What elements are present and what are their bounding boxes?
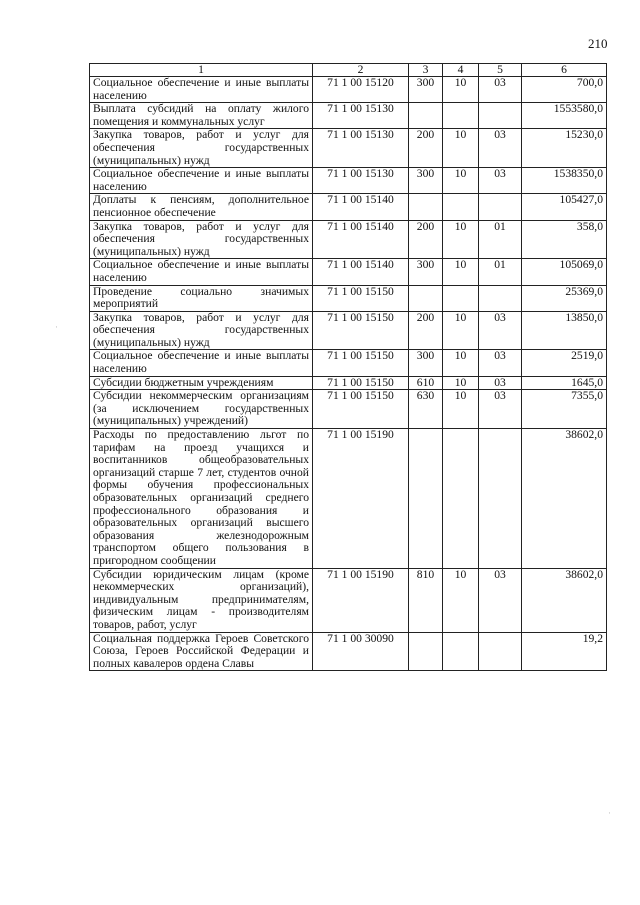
row-subsection: 03 [479,350,522,376]
row-subsection [479,103,522,129]
page-number: 210 [588,36,608,51]
row-section: 10 [443,376,479,390]
row-description: Выплата субсидий на оплату жилого помещения и коммунальных услуг [90,103,313,129]
row-code: 71 1 00 15140 [313,194,409,220]
table-row [90,220,607,259]
row-amount: 7355,0 [522,390,607,429]
row-code: 71 1 00 15150 [313,285,409,311]
row-code: 71 1 00 15150 [313,311,409,350]
row-subsection: 03 [479,129,522,168]
row-amount: 25369,0 [522,285,607,311]
row-amount: 1553580,0 [522,103,607,129]
row-expense-type: 300 [409,168,443,194]
scan-mark: · [608,808,611,818]
table-row [90,429,607,569]
row-expense-type: 300 [409,77,443,103]
table-row [90,77,607,103]
row-section: 10 [443,311,479,350]
table-row [90,390,607,429]
row-section: 10 [443,390,479,429]
row-section: 10 [443,168,479,194]
row-amount: 2519,0 [522,350,607,376]
row-amount: 38602,0 [522,429,607,569]
row-amount: 38602,0 [522,568,607,632]
row-section: 10 [443,350,479,376]
table-row [90,103,607,129]
row-subsection: 03 [479,568,522,632]
table-row [90,129,607,168]
row-description: Субсидии юридическим лицам (кроме некоммерческих организаций), индивидуальным предпринимателям, физическим лицам - производителям товаров, работ, услуг [90,568,313,632]
row-amount: 105069,0 [522,259,607,285]
row-section [443,194,479,220]
row-expense-type [409,632,443,671]
row-subsection: 01 [479,259,522,285]
row-code: 71 1 00 15190 [313,568,409,632]
row-subsection [479,285,522,311]
table-row [90,376,607,390]
row-description: Социальное обеспечение и иные выплаты населению [90,259,313,285]
row-expense-type: 200 [409,129,443,168]
row-description: Закупка товаров, работ и услуг для обеспечения государственных (муниципальных) нужд [90,129,313,168]
table-row [90,632,607,671]
budget-table [89,63,607,671]
row-amount: 19,2 [522,632,607,671]
row-subsection [479,194,522,220]
row-code: 71 1 00 15190 [313,429,409,569]
row-amount: 13850,0 [522,311,607,350]
row-description: Социальная поддержка Героев Советского Союза, Героев Российской Федерации и полных кавалеров ордена Славы [90,632,313,671]
scan-mark: · [55,322,58,332]
row-section [443,632,479,671]
row-section: 10 [443,77,479,103]
row-code: 71 1 00 15130 [313,129,409,168]
row-expense-type: 300 [409,350,443,376]
row-description: Закупка товаров, работ и услуг для обеспечения государственных (муниципальных) нужд [90,311,313,350]
row-description: Доплаты к пенсиям, дополнительное пенсионное обеспечение [90,194,313,220]
table-row [90,350,607,376]
row-code: 71 1 00 15150 [313,350,409,376]
row-section [443,429,479,569]
column-header: 6 [522,64,607,77]
row-description: Социальное обеспечение и иные выплаты населению [90,77,313,103]
row-subsection: 03 [479,376,522,390]
row-subsection [479,632,522,671]
table-row [90,285,607,311]
row-expense-type [409,429,443,569]
row-description: Социальное обеспечение и иные выплаты населению [90,350,313,376]
row-code: 71 1 00 15130 [313,103,409,129]
row-subsection: 03 [479,390,522,429]
row-subsection [479,429,522,569]
row-expense-type [409,103,443,129]
row-subsection: 03 [479,168,522,194]
row-expense-type: 300 [409,259,443,285]
row-amount: 15230,0 [522,129,607,168]
table-row [90,311,607,350]
row-section: 10 [443,220,479,259]
row-code: 71 1 00 15130 [313,168,409,194]
column-header: 5 [479,64,522,77]
row-section [443,103,479,129]
row-amount: 1645,0 [522,376,607,390]
row-amount: 700,0 [522,77,607,103]
row-expense-type: 200 [409,220,443,259]
row-section: 10 [443,259,479,285]
row-code: 71 1 00 15120 [313,77,409,103]
row-expense-type [409,194,443,220]
row-description: Социальное обеспечение и иные выплаты населению [90,168,313,194]
row-code: 71 1 00 15150 [313,376,409,390]
column-header: 2 [313,64,409,77]
table-row [90,568,607,632]
row-code: 71 1 00 15140 [313,259,409,285]
row-description: Субсидии бюджетным учреждениям [90,376,313,390]
row-expense-type: 810 [409,568,443,632]
row-expense-type: 630 [409,390,443,429]
column-header: 4 [443,64,479,77]
row-description: Расходы по предоставлению льгот по тарифам на проезд учащихся и воспитанников общеобразовательных организаций старше 7 лет, студентов очной формы обучения профессиональных образовательных организаций среднего профессионального образования и образовательных организаций высшего образования железнодорожным транспортом общего пользования в пригородном сообщении [90,429,313,569]
row-amount: 358,0 [522,220,607,259]
row-description: Проведение социально значимых мероприятий [90,285,313,311]
row-expense-type [409,285,443,311]
row-description: Субсидии некоммерческим организациям (за исключением государственных (муниципальных) учреждений) [90,390,313,429]
table-body [90,77,607,671]
row-amount: 105427,0 [522,194,607,220]
row-description: Закупка товаров, работ и услуг для обеспечения государственных (муниципальных) нужд [90,220,313,259]
row-subsection: 03 [479,311,522,350]
row-section: 10 [443,568,479,632]
table-row [90,168,607,194]
row-expense-type: 200 [409,311,443,350]
row-subsection: 03 [479,77,522,103]
row-section [443,285,479,311]
row-amount: 1538350,0 [522,168,607,194]
table-row [90,259,607,285]
column-header: 1 [90,64,313,77]
row-code: 71 1 00 30090 [313,632,409,671]
row-subsection: 01 [479,220,522,259]
table-header [90,64,607,77]
row-code: 71 1 00 15150 [313,390,409,429]
row-section: 10 [443,129,479,168]
row-expense-type: 610 [409,376,443,390]
column-header: 3 [409,64,443,77]
row-code: 71 1 00 15140 [313,220,409,259]
table-row [90,194,607,220]
